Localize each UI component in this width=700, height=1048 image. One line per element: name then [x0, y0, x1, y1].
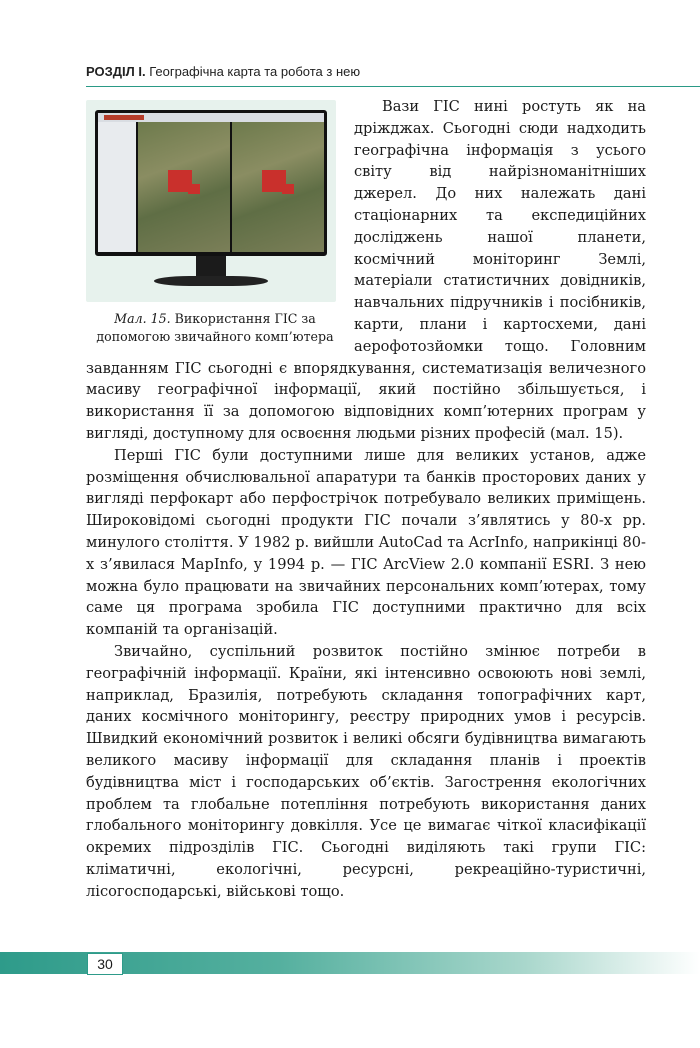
satellite-map-right — [232, 122, 324, 252]
section-title: Географічна карта та робота з нею — [149, 64, 361, 79]
section-label: РОЗДІЛ І. — [86, 64, 146, 79]
figure-15 — [86, 100, 344, 346]
paragraph-2: Перші ГІС були доступними лише для великих установ, адже розміщення обчислювальної апаратури та банків просторових даних у вигляді перфокарт або перфострічок потребувало великих приміщень. Широковідомі сьогодні продукти ГІС почали з’являтись у 80-х рр. минулого століття. У 1982 р. вийшли AutoCad та AcrInfo, наприкінці 80-х з’явилася MapInfo, у 1994 р. — ГІС ArcView 2.0 компанії ESRI. З нею можна було працювати на звичайних персональних комп’ютерах, тому саме ця програма зробила ГІС доступними практично для всіх компаній та організацій. — [86, 446, 646, 639]
running-header — [86, 64, 686, 79]
figure-caption-text: Використання ГІС за допомогою звичайного комп’ютера — [96, 311, 334, 344]
app-sidebar — [98, 122, 136, 252]
paragraph-1: Вази ГІС нині ростуть як на дріжджах. Сьогодні сюди надходить географічна інформація з усього світу від найрізноманітніших джерел. До них належать дані стаціонарних та експедиційних досліджень нашої планети, космічний моніторинг Землі, матеріали статистичних довідників, навчальних підручників і посібників, карти, плани і картосхеми, дані аерофотозйомки тощо. Головним завданням ГІС сьогодні є впорядкування, систематизація величезного масиву географічної інформації, який постійно збільшується, і використання її за допомогою відповідних комп’ютерних програм у вигляді, доступному для освоєння людьми різних професій (мал. 15). — [86, 98, 646, 442]
header-rule — [86, 86, 700, 87]
body-text — [86, 96, 646, 902]
figure-label: Мал. 15. — [114, 311, 171, 326]
figure-caption — [86, 310, 344, 346]
monitor-base — [154, 276, 268, 286]
satellite-map-left — [138, 122, 230, 252]
monitor-image — [86, 100, 336, 302]
page-number: 30 — [87, 953, 123, 975]
monitor-stand — [196, 256, 226, 278]
paragraph-3: Звичайно, суспільний розвиток постійно змінює потреби в географічній інформації. Країни, які інтенсивно освоюють нові землі, наприклад, Бразилія, потребують складання топографічних карт, даних космічного моніторингу, реєстру природних умов і ресурсів. Швидкий економічний розвиток і великі обсяги будівництва вимагають великого масиву інформації для складання планів і проектів будівництва міст і господарських об’єктів. Загострення екологічних проблем та глобальне потепління потребують використання даних глобального моніторингу довкілля. Усе це вимагає чіткої класифікації окремих підрозділів ГІС. Сьогодні виділяють такі групи ГІС: кліматичні, екологічні, ресурсні, рекреаційно-туристичні, лісогосподарські, військові тощо. — [86, 642, 646, 900]
app-toolbar — [98, 113, 324, 122]
